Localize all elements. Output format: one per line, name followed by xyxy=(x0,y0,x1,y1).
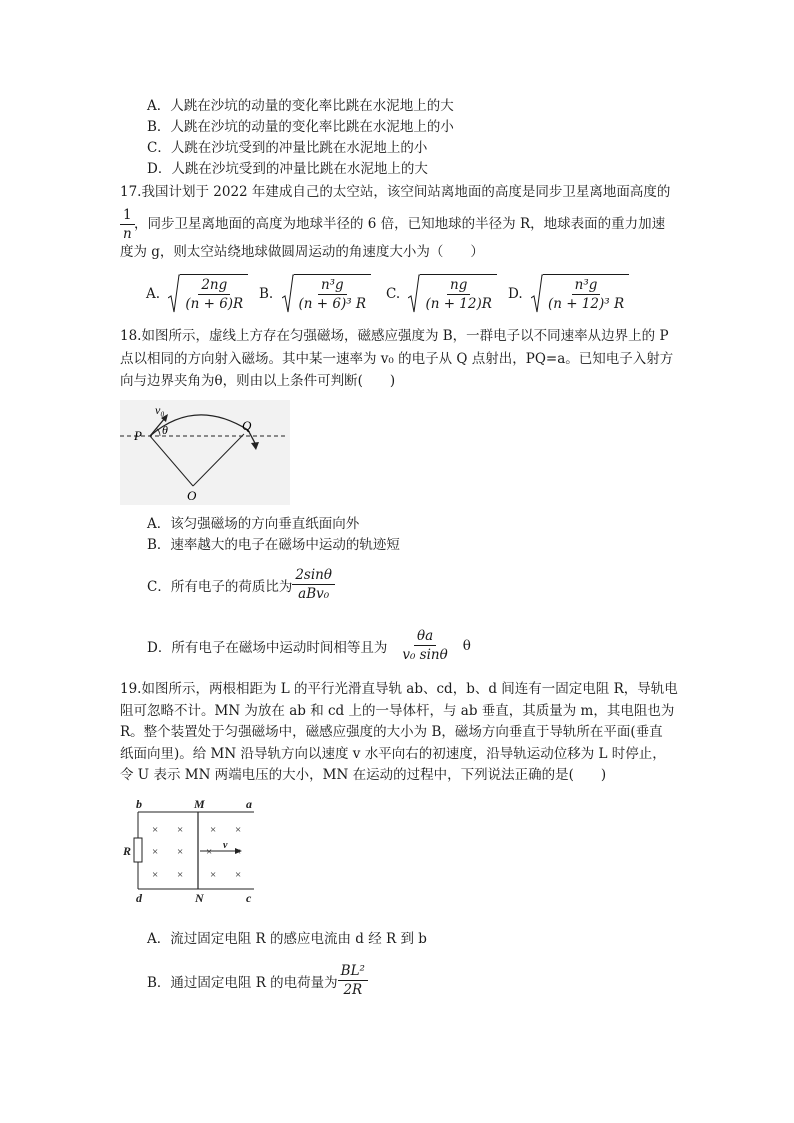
q18-stem-line1: 18.如图所示，虚线上方存在匀强磁场，磁感应强度为 B，一群电子以不同速率从边界上的 P xyxy=(120,328,669,344)
q19-stem-line1: 19.如图所示，两根相距为 L 的平行光滑直导轨 ab、cd，b、d 间连有一固定电阻 R，导轨电 xyxy=(120,681,678,697)
q17-stem-line2: ，同步卫星离地面的高度为地球半径的 6 倍，已知地球的半径为 R，地球表面的重力加速 xyxy=(134,216,666,232)
q19-field-cross: × xyxy=(210,869,217,881)
q19-option-b: B．通过固定电阻 R 的电荷量为 $\frac{\text{BL²}}{2R}$ xyxy=(147,962,368,999)
q16-option-c: C．人跳在沙坑受到的冲量比跳在水泥地上的小 xyxy=(147,140,428,156)
q18-label-theta: θ xyxy=(162,423,168,437)
q19-stem-line2: 阻可忽略不计。MN 为放在 ab 和 cd 上的一导体杆，与 ab 垂直，其质量为 m，其电阻也为 xyxy=(120,703,675,719)
q18-label-q: Q xyxy=(242,418,252,433)
q18-option-d: D．所有电子在磁场中运动时间相等且为 $\frac{\theta a}{\text{v₀ sinθ}}$ θ xyxy=(147,628,471,663)
q18-label-v0: v₀ xyxy=(155,403,165,417)
q17-option-b: B. $\frac{\text{n³g}}{\text{(n + 6)³ R}}$ xyxy=(259,274,371,314)
q18-figure-background xyxy=(120,400,290,505)
q19-label-a: a xyxy=(246,798,252,811)
q19-label-v: v xyxy=(223,840,228,851)
q17-option-c: C. $\frac{ng}{(n + 12)R}$ xyxy=(386,274,497,314)
q19-field-cross: × xyxy=(177,824,184,836)
q19-field-cross: × xyxy=(152,846,159,858)
q19-label-b: b xyxy=(136,798,142,811)
q18-option-a: A．该匀强磁场的方向垂直纸面向外 xyxy=(147,516,360,532)
q19-field-cross: × xyxy=(210,824,217,836)
q19-field-cross: × xyxy=(177,846,184,858)
q18-label-o: O xyxy=(187,488,197,503)
q19-field-cross: × xyxy=(206,846,213,858)
q16-option-a: A．人跳在沙坑的动量的变化率比跳在水泥地上的大 xyxy=(147,98,454,114)
q19-field-cross: × xyxy=(177,869,184,881)
q16-option-d: D．人跳在沙坑受到的冲量比跳在水泥地上的大 xyxy=(147,161,428,177)
q19-field-cross: × xyxy=(235,824,242,836)
q19-field-cross: × xyxy=(152,869,159,881)
q18-stem-line2: 点以相同的方向射入磁场。其中某一速率为 v₀ 的电子从 Q 点射出，PQ=a。已知电子入射方 xyxy=(120,351,674,367)
q19-field-cross: × xyxy=(235,869,242,881)
q17-option-a: A. $\frac{2ng}{(n + 6)R}$ xyxy=(146,274,248,314)
q17-option-d: D. $\frac{\text{n³g}}{\text{(n + 12)³ R}}$ xyxy=(508,274,629,314)
q18-stem-line3: 向与边界夹角为θ，则由以上条件可判断( ) xyxy=(120,373,396,389)
q19-resistor-r xyxy=(134,838,142,862)
q19-label-c: c xyxy=(246,891,252,905)
q18-label-p: P xyxy=(134,428,142,443)
q17-stem-line3: 度为 g，则太空站绕地球做圆周运动的角速度大小为（ ） xyxy=(120,244,484,260)
q19-stem-line3: R。整个装置处于匀强磁场中，磁感应强度的大小为 B，磁场方向垂直于导轨所在平面(垂直 xyxy=(120,724,663,740)
q19-label-d: d xyxy=(136,891,142,905)
q17-stem-line1: 17.我国计划于 2022 年建成自己的太空站，该空间站离地面的高度是同步卫星离地面高度的 xyxy=(120,184,671,200)
q18-magnetic-field-figure xyxy=(120,400,290,505)
q18-option-b: B．速率越大的电子在磁场中运动的轨迹短 xyxy=(147,537,400,553)
q17-fraction-1-over-n: $\frac{1}{n}$ xyxy=(120,206,135,243)
q19-rail-circuit-figure xyxy=(118,798,263,906)
q19-label-r: R xyxy=(123,844,132,858)
q19-option-a: A．流过固定电阻 R 的感应电流由 d 经 R 到 b xyxy=(147,931,427,947)
q19-stem-line4: 纸面向里)。给 MN 沿导轨方向以速度 v 水平向右的初速度，沿导轨运动位移为 L 时停止， xyxy=(120,746,666,762)
q19-stem-line5: 令 U 表示 MN 两端电压的大小，MN 在运动的过程中，下列说法正确的是( ) xyxy=(120,767,607,783)
q19-label-m: M xyxy=(194,798,205,811)
q19-label-n: N xyxy=(195,891,204,905)
q19-field-cross: × xyxy=(235,846,242,858)
q19-field-cross: × xyxy=(152,824,159,836)
q18-option-c: C．所有电子的荷质比为 $\frac{2\sin\theta}{\text{aBv₀}}$ xyxy=(147,566,335,603)
q16-option-b: B．人跳在沙坑的动量的变化率比跳在水泥地上的小 xyxy=(147,119,454,135)
